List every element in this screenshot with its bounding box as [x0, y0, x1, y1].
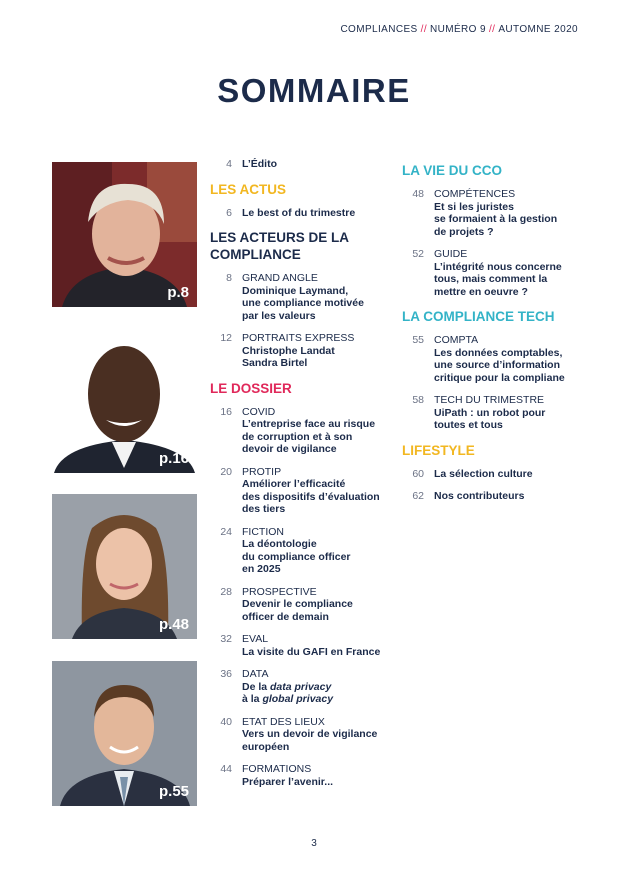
- toc-entry-title: Le best of du trimestre: [242, 206, 356, 219]
- section-heading-line: LES ACTEURS DE LA: [210, 230, 350, 245]
- toc-entry[interactable]: [402, 468, 582, 481]
- toc-entry[interactable]: [402, 490, 582, 503]
- toc-entry-text: toutes et tous: [434, 419, 503, 431]
- toc-entry-text: Devenir le compliance: [242, 598, 353, 610]
- page-number: 3: [311, 838, 317, 849]
- toc-entry-category: PROTIP: [242, 465, 282, 478]
- toc-entry-data[interactable]: [210, 668, 385, 706]
- toc-entry[interactable]: [210, 633, 385, 658]
- toc-entry-text: Sandra Birtel: [242, 357, 308, 369]
- portrait-photo-3: [52, 494, 197, 639]
- toc-entry-text: De la: [242, 680, 271, 693]
- photo-page-label: p.55: [158, 783, 189, 800]
- toc-entry-text: Et si les juristes: [434, 200, 514, 213]
- section-heading-lifestyle: LIFESTYLE: [402, 442, 475, 458]
- section-heading-cco: LA VIE DU CCO: [402, 163, 503, 178]
- toc-entry[interactable]: [402, 248, 582, 298]
- toc-page-number: 58: [412, 394, 424, 406]
- toc-page-number: 28: [220, 585, 232, 598]
- toc-entry-title: Nos contributeurs: [434, 490, 525, 502]
- toc-page-number: 40: [220, 715, 232, 728]
- toc-entry[interactable]: [402, 188, 582, 238]
- toc-entry-text: officer de demain: [242, 610, 329, 623]
- toc-page-number: 44: [220, 763, 232, 775]
- toc-entry[interactable]: [210, 332, 385, 370]
- toc-entry-text: La déontologie: [242, 538, 317, 550]
- toc-entry-text: Les données comptables,: [434, 346, 563, 359]
- toc-entry-text: européen: [242, 740, 290, 753]
- toc-entry-text: UiPath : un robot pour: [434, 406, 546, 419]
- toc-page-number: 6: [226, 206, 232, 219]
- photo-page-label: p.8: [167, 284, 189, 301]
- toc-entry-category: COVID: [242, 405, 276, 418]
- portrait-photo-4: [52, 661, 197, 806]
- toc-page-number: 60: [412, 467, 424, 480]
- toc-page-number: 8: [226, 272, 232, 284]
- toc-entry-title: L’Édito: [242, 158, 277, 170]
- toc-page-number: 24: [220, 525, 232, 538]
- section-heading-tech: LA COMPLIANCE TECH: [402, 309, 555, 324]
- toc-entry-category: GUIDE: [434, 248, 468, 260]
- toc-entry-best-of[interactable]: [210, 207, 385, 220]
- toc-entry-text: du compliance officer: [242, 550, 351, 563]
- toc-entry-text: une compliance motivée: [242, 297, 364, 309]
- toc-page-number: 12: [220, 332, 232, 344]
- toc-entry-title: La sélection culture: [434, 467, 533, 480]
- toc-entry-text: en 2025: [242, 563, 281, 575]
- toc-entry-category: ETAT DES LIEUX: [242, 715, 325, 728]
- toc-entry[interactable]: [210, 406, 385, 456]
- toc-entry-text-italic: data privacy: [270, 680, 332, 693]
- toc-entry-text: à la: [242, 693, 263, 705]
- section-heading-actus: LES ACTUS: [210, 181, 287, 197]
- toc-page-number: 52: [412, 248, 424, 260]
- page-title: SOMMAIRE: [217, 72, 411, 109]
- toc-entry-text: critique pour la compliane: [434, 371, 565, 384]
- toc-entry-text: L’entreprise face au risque: [242, 418, 376, 430]
- toc-page-number: 36: [220, 668, 232, 680]
- toc-entry-text: de projets ?: [434, 225, 494, 238]
- toc-entry[interactable]: [210, 716, 385, 754]
- toc-entry-text-italic: global privacy: [262, 693, 334, 705]
- toc-entry-category: PROSPECTIVE: [242, 585, 317, 598]
- issue-season: AUTOMNE 2020: [498, 24, 578, 35]
- toc-entry-edito[interactable]: [210, 158, 385, 171]
- section-heading-line: COMPLIANCE: [210, 247, 301, 262]
- section-heading-acteurs: [210, 229, 385, 263]
- toc-entry[interactable]: [210, 586, 385, 624]
- toc-entry[interactable]: [210, 763, 385, 788]
- toc-entry[interactable]: [210, 272, 385, 322]
- toc-right-column: [402, 162, 582, 513]
- header-separator: //: [488, 24, 496, 35]
- toc-entry-text: devoir de vigilance: [242, 443, 337, 455]
- toc-entry-text: mettre en oeuvre ?: [434, 285, 528, 298]
- toc-entry[interactable]: [402, 394, 582, 432]
- toc-entry-category: FORMATIONS: [242, 763, 312, 775]
- toc-page-number: 32: [220, 633, 232, 645]
- toc-entry-text: Vers un devoir de vigilance: [242, 728, 378, 740]
- publication-name: COMPLIANCES: [340, 24, 418, 35]
- toc-entry[interactable]: [210, 526, 385, 576]
- toc-entry-category: COMPTA: [434, 334, 479, 346]
- toc-page-number: 4: [226, 158, 232, 170]
- toc-entry[interactable]: [210, 466, 385, 516]
- toc-entry-text: se formaient à la gestion: [434, 213, 558, 225]
- section-heading-dossier: LE DOSSIER: [210, 380, 292, 396]
- toc-page-number: 20: [220, 465, 232, 478]
- toc-entry-text: des dispositifs d’évaluation: [242, 490, 380, 503]
- toc-entry-text: de corruption et à son: [242, 430, 353, 443]
- header-separator: //: [420, 24, 427, 35]
- portrait-photo-2: [52, 328, 197, 473]
- toc-entry-text: des tiers: [242, 503, 286, 515]
- toc-entry-category: COMPÉTENCES: [434, 188, 516, 200]
- toc-entry[interactable]: [402, 334, 582, 384]
- toc-page-number: 62: [412, 490, 424, 502]
- toc-entry-category: DATA: [242, 668, 269, 680]
- toc-entry-text: Préparer l’avenir...: [242, 775, 334, 788]
- portrait-photo-1: [52, 162, 197, 307]
- toc-entry-text: par les valeurs: [242, 309, 316, 322]
- toc-entry-text: La visite du GAFI en France: [242, 645, 381, 658]
- issue-number: NUMÉRO 9: [430, 24, 486, 35]
- toc-entry-text: Améliorer l’efficacité: [242, 478, 346, 490]
- toc-entry-category: EVAL: [242, 633, 269, 645]
- toc-entry-category: TECH DU TRIMESTRE: [434, 394, 545, 406]
- toc-entry-text: une source d’information: [434, 359, 561, 371]
- toc-entry-category: PORTRAITS EXPRESS: [242, 332, 355, 344]
- toc-entry-text: tous, mais comment la: [434, 273, 548, 285]
- photo-page-label: p.48: [158, 616, 189, 633]
- toc-entry-text: Christophe Landat: [242, 344, 335, 357]
- toc-page-number: 48: [412, 188, 424, 200]
- photo-page-label: p.16: [158, 450, 189, 467]
- toc-left-column: [210, 158, 385, 798]
- toc-entry-category: GRAND ANGLE: [242, 272, 318, 284]
- toc-page-number: 16: [220, 405, 232, 418]
- toc-entry-text: L’intégrité nous concerne: [434, 260, 562, 273]
- toc-page-number: 55: [412, 334, 424, 346]
- issue-header: [340, 24, 578, 35]
- toc-entry-text: Dominique Laymand,: [242, 284, 349, 297]
- toc-entry-category: FICTION: [242, 525, 284, 538]
